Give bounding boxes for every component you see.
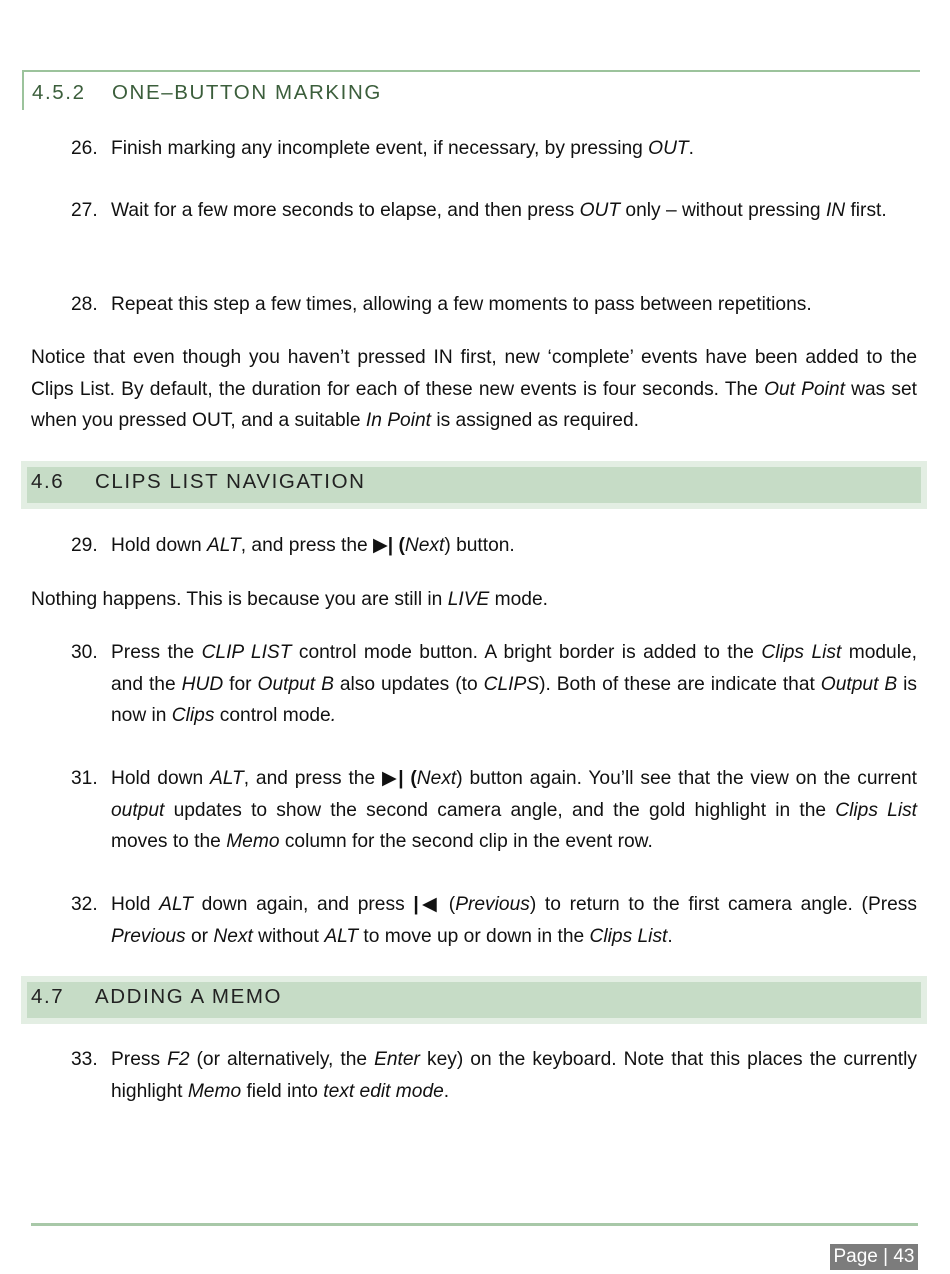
item-number: 27. [71,200,98,221]
previous-symbol: |◀ [413,894,441,915]
item-text: Repeat this step a few times, allowing a few moments to pass between repetitions. [111,294,812,315]
section-number: 4.6 [31,470,65,493]
paragraph-notice: Notice that even though you haven’t pressed IN first, new ‘complete’ events have been added to the Clips List. By default, the duration for each of these new events is four seconds. The Out Point was set when you pressed OUT, and a suitable In Point is assigned as required. [31,347,917,432]
section-number: 4.7 [31,985,65,1008]
section-heading-4-6 [21,461,927,509]
paragraph-nothing-happens: Nothing happens. This is because you are still in LIVE mode. [31,589,548,610]
next-symbol: ▶| ( [381,768,417,789]
item-number: 32. [71,894,98,915]
item-number: 30. [71,642,98,663]
item-text: Hold down ALT, and press the ▶| (Next) button. [111,535,515,556]
item-number: 31. [71,768,98,789]
item-text: Hold ALT down again, and press |◀ (Previous) to return to the first camera angle. (Press Previous or Next without ALT to move up or down in the Clips List. [111,894,917,947]
section-heading-text [31,985,282,1009]
subsection-title: ONE–BUTTON MARKING [112,81,382,104]
item-number: 33. [71,1049,98,1070]
item-text: Wait for a few more seconds to elapse, and then press OUT only – without pressing IN first. [111,200,887,221]
subsection-heading-text [32,81,382,105]
item-text: Press the CLIP LIST control mode button. A bright border is added to the Clips List module, and the HUD for Output B also updates (to CLIPS). Both of these are indicate that Output B is now in Clips control mode. [111,642,917,727]
section-title: CLIPS LIST NAVIGATION [95,470,366,493]
item-number: 29. [71,535,98,556]
section-title: ADDING A MEMO [95,985,283,1008]
item-text: Finish marking any incomplete event, if necessary, by pressing OUT. [111,138,694,159]
subsection-heading-4-5-2 [22,70,920,110]
subsection-number: 4.5.2 [32,81,86,104]
item-number: 26. [71,138,98,159]
footer-rule [31,1223,918,1226]
next-symbol: ▶| ( [373,535,405,556]
section-heading-text [31,470,366,494]
item-number: 28. [71,294,98,315]
item-text: Hold down ALT, and press the ▶| (Next) button again. You’ll see that the view on the current output updates to show the second camera angle, and the gold highlight in the Clips List moves to the Memo column for the second clip in the event row. [111,768,918,853]
page-number-badge: Page | 43 [830,1244,918,1270]
section-heading-4-7 [21,976,927,1024]
item-text: Press F2 (or alternatively, the Enter key) on the keyboard. Note that this places the currently highlight Memo field into text edit mode. [111,1049,917,1102]
